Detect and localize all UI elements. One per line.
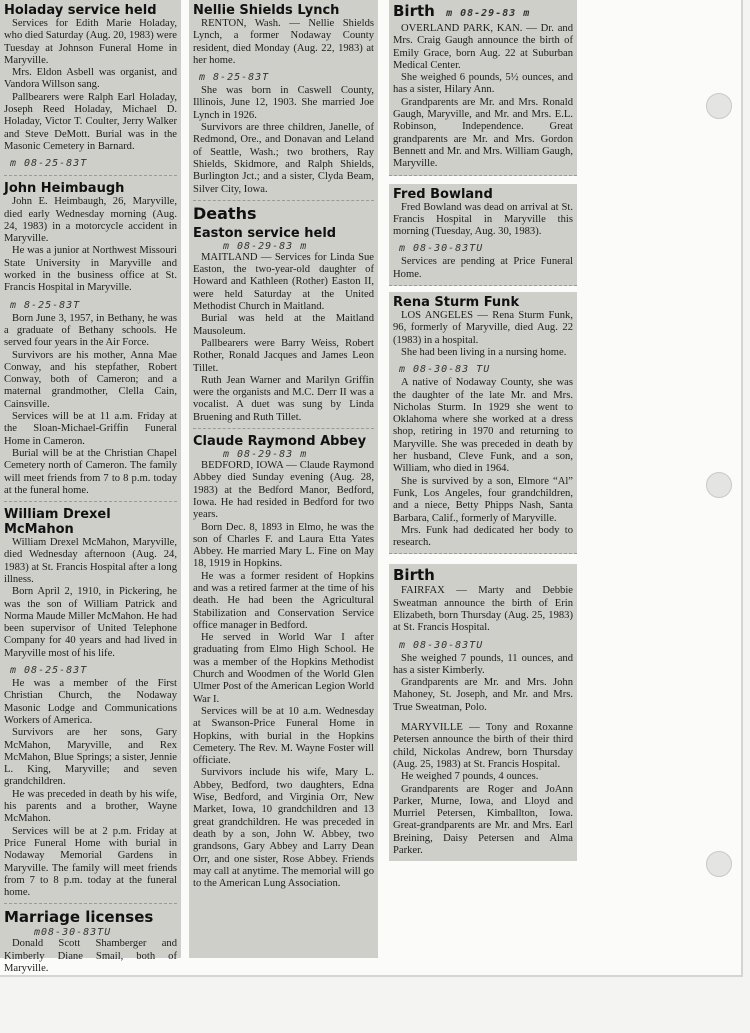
clipping-paragraph: He was a member of the First Christian Church, the Nodaway Masonic Lodge and Communications Workers of America. [4, 678, 177, 726]
clipping-paragraph: She is survived by a son, Elmore “Al” Funk, Los Angeles, four grandchildren, and a niece, Betty Phipps Nash, Santa Barbara, Calif., formerly of Maryville. [393, 475, 573, 524]
clipping-headline: Rena Sturm Funk [393, 295, 520, 311]
clipping-paragraph: He was a former resident of Hopkins and was a retired farmer at the time of his death. He had been the Agricultural Stabilization and Conservation Service office manager in Bedford. [193, 570, 374, 631]
clipping-paragraph: FAIRFAX — Marty and Debbie Sweatman announce the birth of Erin Elizabeth, born Thursday (Aug. 25, 1983) at St. Francis Hospital. [393, 585, 573, 634]
clipping-paragraph: Pallbearers were Ralph Earl Holaday, Joseph Reed Holaday, Michael D. Holaday, Victor T. Coulter, Jerry Walker and Steve DeMott. Burial was in the Masonic Cemetery in Barnard. [4, 91, 177, 152]
clipping-paragraph: Burial will be at the Christian Chapel Cemetery north of Cameron. The family will meet friends from 7 to 8 p.m. today at the funeral home. [4, 447, 177, 496]
clipping-paragraph: Survivors are his mother, Anna Mae Conway, and his stepfather, Robert Conway, both of Cameron; and a maternal grandmother, Clella Cain, Cainsville. [4, 349, 177, 410]
clipping-headline: John Heimbaugh [4, 181, 125, 197]
clipping-column-right [389, 0, 577, 920]
clipping-paragraph: Grandparents are Roger and JoAnn Parker, Murne, Iowa, and Lloyd and Murriel Petersen, Kimballton, Iowa. Great-grandparents are Mr. and Mrs. Earl Breining, Daisy Petersen and Alma Parker. [393, 783, 573, 857]
clipping-paragraph: MAITLAND — Services for Linda Sue Easton, the two-year-old daughter of Howard and Kathleen (Rother) Easton II, were held Saturday at the United Methodist Church in Maitland. [193, 251, 374, 313]
birth-announcement-gaugh [389, 0, 577, 176]
handwritten-date-stamp: m08-30-83TU [34, 927, 112, 939]
marriage-licenses [4, 906, 177, 979]
clipping-paragraph: Services will be at 11 a.m. Friday at the Sloan-Michael-Griffin Funeral Home in Cameron. [4, 411, 177, 447]
clipping-headline: Holaday service held [4, 3, 157, 18]
binder-hole-icon [706, 472, 732, 498]
handwritten-date-stamp: m 8-25-83T [199, 72, 270, 84]
clipping-headline: Nellie Shields Lynch [193, 3, 340, 18]
clipping-paragraph: Fred Bowland was dead on arrival at St. Francis Hospital in Maryville this morning (Tuesday, Aug. 30, 1983). [393, 201, 573, 238]
clipping-headline: Claude Raymond Abbey [193, 434, 367, 450]
handwritten-date-stamp: m 08-25-83T [10, 665, 88, 677]
clipping-headline: Marriage licenses [4, 908, 154, 927]
obituary-funk [389, 292, 577, 554]
clipping-paragraph: She weighed 7 pounds, 11 ounces, and has a sister Kimberly. [393, 652, 573, 676]
obituary-shields-lynch [193, 0, 374, 201]
clipping-paragraph: He was preceded in death by his wife, his parents and a brother, Wayne McMahon. [4, 788, 177, 825]
clipping-paragraph: Services for Edith Marie Holaday, who died Saturday (Aug. 20, 1983) were Tuesday at Johnson Funeral Home in Maryville. [4, 18, 177, 66]
handwritten-date-stamp: m 08-30-83TU [399, 243, 484, 255]
clipping-paragraph: She weighed 6 pounds, 5½ ounces, and has a sister, Hilary Ann. [393, 72, 573, 96]
headline-text: Birth [393, 2, 435, 20]
clipping-paragraph: She had been living in a nursing home. [401, 346, 567, 358]
clipping-paragraph: William Drexel McMahon, Maryville, died Wednesday afternoon (Aug. 24, 1983) at St. Francis Hospital after a long illness. [4, 537, 177, 585]
clipping-paragraph: Born June 3, 1957, in Bethany, he was a graduate of Bethany schools. He served four years in the Air Force. [4, 312, 177, 349]
handwritten-date-stamp: m 08-29-83 m [446, 8, 531, 19]
handwritten-date-stamp: m 08-25-83T [10, 158, 88, 170]
handwritten-date-stamp: m 8-25-83T [10, 299, 81, 311]
obituary-holaday [4, 0, 177, 176]
section-heading-deaths: Deaths [193, 203, 257, 223]
clipping-headline: Easton service held [193, 225, 337, 241]
obituary-heimbaugh [4, 178, 177, 502]
obituary-bowland [389, 184, 577, 286]
clipping-paragraph: Survivors are her sons, Gary McMahon, Maryville, and Rex McMahon, Blue Springs; a sister, Jennie L. King, Maryville; and seven grandchildren. [4, 727, 177, 788]
clipping-paragraph: Burial was held at the Maitland Mausoleum. [193, 313, 374, 337]
binder-hole-icon [706, 851, 732, 877]
handwritten-date-stamp: m 08-29-83 m [223, 449, 308, 461]
clipping-paragraph: Services will be at 2 p.m. Friday at Price Funeral Home with burial in Nodaway Memorial Gardens in Maryville. The family will meet friends from 7 to 8 p.m. today at the funeral home. [4, 825, 177, 899]
clipping-paragraph: He was a junior at Northwest Missouri State University in Maryville and worked in the business office at St. Francis Hospital in Maryville. [4, 245, 177, 294]
clipping-paragraph: John E. Heimbaugh, 26, Maryville, died early Wednesday morning (Aug. 24, 1983) in a motorcycle accident in Maryville. [4, 196, 177, 245]
clipping-paragraph: Services are pending at Price Funeral Home. [393, 256, 573, 280]
clipping-paragraph: Pallbearers were Barry Weiss, Robert Rother, Ronald Jacques and James Leon Tillet. [193, 337, 374, 374]
clipping-paragraph: RENTON, Wash. — Nellie Shields Lynch, a former Nodaway County resident, died Monday (Aug. 22, 1983) at her home. [193, 18, 374, 66]
clipping-paragraph: Services will be at 10 a.m. Wednesday at Swanson-Price Funeral Home in Hopkins, with burial in the Hopkins Cemetery. The Rev. M. Wayne Foster will officiate. [193, 705, 374, 767]
clipping-paragraph: LOS ANGELES — Rena Sturm Funk, 96, formerly of Maryville, died Aug. 22 (1983) in a hospital. [393, 310, 573, 346]
clipping-column-middle [189, 0, 378, 958]
clipping-paragraph: She was born in Caswell County, Illinois, June 12, 1903. She married Joe Lynch in 1926. [193, 85, 374, 121]
clipping-paragraph: Grandparents are Mr. and Mrs. John Mahoney, St. Joseph, and Mr. and Mrs. True Sweatman, Polo. [393, 677, 573, 713]
clipping-paragraph: A native of Nodaway County, she was the daughter of the late Mr. and Mrs. Nicholas Sturm. In 1929 she went to Oklahoma where she worked at a dress shop, retiring in 1970 and returning to Maryville. She was preceded in death by her husband, Cleve Funk, and a son, William, who died in 1964. [393, 377, 573, 475]
clipping-paragraph: Mrs. Funk had dedicated her body to research. [393, 524, 573, 549]
clipping-paragraph: MARYVILLE — Tony and Roxanne Petersen announce the birth of their third child, Nickolas Andrew, born Thursday (Aug. 25, 1983) at St. Francis Hospital. [393, 722, 573, 770]
binder-hole-icon [706, 93, 732, 119]
clipping-column-left [0, 0, 181, 974]
clipping-paragraph: BEDFORD, IOWA — Claude Raymond Abbey died Sunday evening (Aug. 28, 1983) at the Bedford Manor, Bedford, Iowa. He had resided in Bedford for two years. [193, 460, 374, 521]
clipping-paragraph: Survivors are three children, Janelle, of Redmond, Ore., and Donavan and Leland of Seattle, Wash.; two brothers, Ray Shields, Skidmore, and Ralph Shields, Burlington Jct.; and a sister, Clyda Beam, Silver City, Iowa. [193, 122, 374, 195]
clipping-paragraph: Born Dec. 8, 1893 in Elmo, he was the son of Charles F. and Laura Etta Yates Abbey. He married Mary L. Fine on May 18, 1919 in Hopkins. [193, 521, 374, 570]
handwritten-date-stamp: m 08-30-83 TU [399, 364, 491, 376]
clipping-paragraph: OVERLAND PARK, KAN. — Dr. and Mrs. Craig Gaugh announce the birth of Emily Grace, born Aug. 22 at Suburban Medical Center. [393, 23, 573, 71]
clipping-paragraph: Mrs. Eldon Asbell was organist, and Vandora Willson sang. [4, 67, 177, 91]
clipping-paragraph: Born April 2, 1910, in Pickering, he was the son of William Patrick and Norma Maude Miller McMahon. He had been supervisor of United Telephone Company for 40 years and had lived in Maryville most of his life. [4, 586, 177, 659]
clipping-paragraph: Donald Scott Shamberger and Kimberly Diane Smail, both of Maryville. [4, 938, 177, 974]
birth-announcements-sweatman-petersen [389, 564, 577, 861]
clipping-paragraph: Ruth Jean Warner and Marilyn Griffin were the organists and M.C. Derr II was a vocalist. A duet was sung by Linda Bruening and Ruth Tillet. [193, 374, 374, 423]
clipping-headline [393, 3, 573, 22]
obituary-mcmahon [4, 504, 177, 904]
clipping-paragraph: Grandparents are Mr. and Mrs. Ronald Gaugh, Maryville, and Mr. and Mrs. E.L. Robinson, Independence. Great grandparents are Mr. and Mrs. Gordon Bennett and Mr. and Mrs. William Gaugh, Maryville. [393, 96, 573, 170]
clipping-headline: Birth [393, 566, 435, 585]
clipping-paragraph: Survivors include his wife, Mary L. Abbey, Bedford, two daughters, Edna Wise, Bedford, and Virginia Orr, New Market, Iowa, 10 grandchildren and 13 great grandchildren. He was preceded in death by a son, John W. Abbey, two grandsons, Gary Abbey and Larry Dean Orr, and one sister, Rose Abbey. Friends may call at anytime. The memorial will go to the American Lung Association. [193, 767, 374, 890]
handwritten-date-stamp: m 08-30-83TU [399, 639, 484, 651]
obituary-easton [193, 223, 374, 429]
clipping-headline: William Drexel McMahon [4, 507, 111, 538]
clipping-headline: Fred Bowland [393, 186, 493, 202]
clipping-paragraph: He served in World War I after graduating from Elmo High School. He was a member of the Hopkins Methodist Church and Woodmen of the World Glen Ulmer Post of the American Legion World War I. [193, 632, 374, 705]
clipping-paragraph: He weighed 7 pounds, 4 ounces. [401, 771, 539, 783]
handwritten-date-stamp: m 08-29-83 m [223, 240, 308, 252]
obituary-abbey [193, 431, 374, 894]
